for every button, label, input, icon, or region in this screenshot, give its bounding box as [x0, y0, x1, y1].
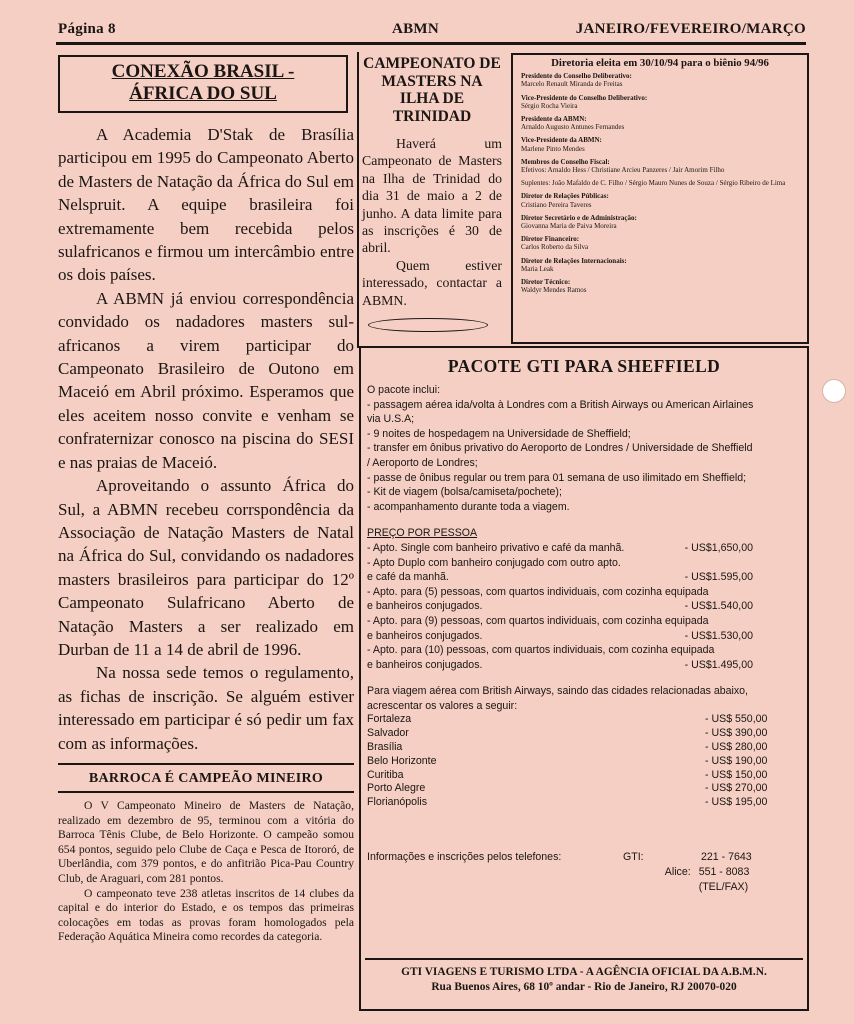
- article-title-line-1: CONEXÃO BRASIL -: [111, 61, 295, 82]
- gti-footer-rule: [365, 958, 803, 960]
- board-item: Diretor Técnico: Waldyr Mendes Ramos: [521, 278, 587, 295]
- article-title-box: [58, 55, 348, 113]
- gti-include-line: - Kit de viagem (bolsa/camiseta/pochete);: [367, 486, 562, 499]
- trinidad-title-line: CAMPEONATO DE: [363, 55, 501, 72]
- board-item: Suplentes: João Mafaldo de C. Filho / Sérgio Mauro Nunes de Souza / Sérgio Ribeiro de Lima: [521, 179, 786, 188]
- gti-body: [367, 383, 801, 895]
- article-paragraph: Na nossa sede temos o regulamento, as fichas de inscrição. Se alguém estiver interessado em participar é só pedir um fax com as informações.: [58, 663, 354, 753]
- article-paragraph: Aproveitando o assunto África do Sul, a ABMN recebeu corrspondência da Associação de Natação Masters de Natal na África do Sul, convidando os nadadores masters brasileiros para participar do 12º Campeonato Sulafricano Aberto de Natação Masters a ser realizado em Durban de 11 a 14 de abril de 1996.: [58, 476, 354, 659]
- trinidad-title-line: MASTERS NA: [381, 72, 483, 90]
- price-row: - Apto. Single com banheiro privativo e café da manhã.: [367, 541, 625, 554]
- board-item: Presidente da ABMN: Arnaldo Augusto Antunes Fernandes: [521, 115, 625, 132]
- price-title: PREÇO POR PESSOA: [367, 527, 478, 540]
- price-row: e banheiros conjugados. - US$1.540,00: [367, 600, 753, 613]
- article-body: [58, 123, 354, 755]
- board-item: Diretor de Relações Internacionais: Maria Leak: [521, 256, 627, 273]
- article-title-line-2: ÁFRICA DO SUL: [129, 83, 277, 104]
- article2-body: [58, 799, 354, 945]
- gti-include-line: - acompanhamento durante toda a viagem.: [367, 500, 570, 513]
- trinidad-title-line: ILHA DE: [399, 90, 465, 107]
- trinidad-body: [362, 135, 502, 309]
- table-row: Belo Horizonte - US$ 190,00: [367, 754, 768, 767]
- gti-include-line: - transfer em ônibus privativo do Aeroporto de Londres / Universidade de Sheffield: [367, 442, 753, 455]
- price-row: - Apto. para (10) pessoas, com quartos individuais, com cozinha equipada: [367, 644, 715, 657]
- contact-label: Informações e inscrições pelos telefones:: [367, 851, 562, 864]
- table-row: Florianópolis - US$ 195,00: [367, 796, 768, 809]
- trinidad-title-line: TRINIDAD: [392, 107, 472, 125]
- trinidad-column: [362, 55, 502, 309]
- article2-title: BARROCA É CAMPEÃO MINEIRO: [88, 770, 324, 786]
- board-title: Diretoria eleita em 30/10/94 para o biênio 94/96: [551, 57, 769, 69]
- board-box: [511, 53, 809, 344]
- air-note: acrescentar os valores a seguir:: [367, 699, 518, 712]
- gti-package-box: [359, 346, 809, 1011]
- contact-row: [367, 865, 801, 895]
- trinidad-title: [362, 55, 502, 125]
- contact-who: GTI:: [623, 851, 644, 864]
- page-number: Página 8: [58, 21, 116, 37]
- article2-paragraph: O V Campeonato Mineiro de Masters de Natação, realizado em dezembro de 95, terminou com a vitória do Barroca Tênis Clube, de Belo Horizonte. O campeão somou 654 pontos, seguido pelo Clube de Caça e Pesca de Itororó, de Uberlândia, com 379 pontos, e do anfitrião Pica-Pau Country Club, de Araguari, com 281 pontos.: [58, 798, 354, 885]
- column-divider: [357, 52, 359, 348]
- gti-include-line: - passagem aérea ida/volta à Londres com a British Airways ou American Airlaines: [367, 398, 754, 411]
- gti-include-line: - passe de ônibus regular ou trem para 01 semana de uso ilimitado em Sheffield;: [367, 471, 747, 484]
- trinidad-paragraph: Haverá um Campeonato de Masters na Ilha de Trinidad do dia 31 de maio a 2 de junho. A data limite para as inscrições é 30 de abril.: [362, 136, 502, 256]
- board-item: Presidente do Conselho Deliberativo: Marcelo Renault Miranda de Freitas: [521, 72, 632, 89]
- contact-number: 551 - 8083 (TEL/FAX): [698, 866, 750, 894]
- table-row: Curitiba - US$ 150,00: [367, 768, 768, 781]
- publication-name: ABMN: [392, 21, 440, 37]
- article2-title-rule: [58, 791, 354, 793]
- left-column: [58, 55, 354, 945]
- gti-include-line: via U.S.A;: [367, 413, 415, 426]
- contact-info: [367, 850, 801, 895]
- contact-number: 221 - 7643: [701, 851, 752, 864]
- article2-paragraph: O campeonato teve 238 atletas inscritos de 14 clubes da capital e do interior do Estado, e os tempos das primeiras colocações em todas as provas foram homologados pela Federação Aquática Mineira como recordes da categoria.: [58, 886, 354, 944]
- price-row: - Apto. para (9) pessoas, com quartos individuais, com cozinha equipada: [367, 614, 709, 627]
- gti-footer-address: Rua Buenos Aires, 68 10º andar - Rio de Janeiro, RJ 20070-020: [431, 981, 737, 993]
- board-item: Vice-Presidente da ABMN: Marlene Pinto Mendes: [521, 136, 602, 153]
- board-item: Membros do Conselho Fiscal: Efetivos: Arnaldo Hess / Christiane Arcieu Panzeres / Jair Amorim Filho: [521, 157, 725, 175]
- board-item: Diretor Secretário e de Administração: Giovanna Maria de Paiva Moreira: [521, 213, 637, 231]
- price-row: e café da manhã. - US$1.595,00: [367, 571, 753, 584]
- board-item: Diretor Financeiro: Carlos Roberto da Silva: [521, 235, 589, 252]
- page-header: [58, 21, 806, 43]
- table-row: Salvador - US$ 390,00: [367, 727, 768, 740]
- gti-footer: [361, 965, 807, 995]
- price-row: e banheiros conjugados. - US$1.495,00: [367, 658, 753, 671]
- gti-include-line: / Aeroporto de Londres;: [367, 456, 478, 469]
- gti-intro: O pacote inclui:: [367, 384, 441, 396]
- price-row: - US$1,650,00: [684, 541, 753, 554]
- board-item: Vice-Presidente do Conselho Deliberativo: Sérgio Rocha Vieira: [521, 93, 648, 110]
- trinidad-paragraph: Quem estiver interessado, contactar a ABMN.: [362, 257, 502, 308]
- gti-title: PACOTE GTI PARA SHEFFIELD: [447, 356, 721, 376]
- price-row: - Apto Duplo com banheiro conjugado com outro apto.: [367, 556, 621, 569]
- gti-footer-agency: GTI VIAGENS E TURISMO LTDA - A AGÊNCIA OFICIAL DA A.B.M.N.: [401, 966, 767, 978]
- contact-row: [367, 850, 801, 865]
- article-paragraph: A ABMN já enviou correspondência convidado os nadadores masters sul-africanos a virem participar do Campeonato Brasileiro de Outono em Maceió em Abril próximo. Esperamos que eles aceitem nosso convite e venham se confraternizar conosco na piscina do SESI e nas praias de Maceió.: [58, 288, 354, 472]
- header-rule: [56, 42, 806, 45]
- section-divider: [58, 763, 354, 765]
- decorative-oval: [368, 318, 488, 332]
- price-row: - Apto. para (5) pessoas, com quartos individuais, com cozinha equipada: [367, 585, 709, 598]
- board-item: Diretor de Relações Públicas: Cristiano Pereira Taveres: [521, 192, 609, 209]
- city-price-table: [367, 713, 801, 810]
- air-note: Para viagem aérea com British Airways, saindo das cidades relacionadas abaixo,: [367, 685, 748, 698]
- table-row: Brasília - US$ 280,00: [367, 741, 768, 754]
- contact-who: Alice:: [664, 866, 691, 879]
- gti-include-line: - 9 noites de hospedagem na Universidade de Sheffield;: [367, 427, 631, 440]
- article-paragraph: A Academia D'Stak de Brasília participou em 1995 do Campeonato Aberto de Masters de Natação da África do Sul em Nelspruit. A equipe brasileira foi extremamente bem recebida pelos sulafricanos e firmou um intercâmbio entre os dois países.: [58, 125, 354, 285]
- table-row: Porto Alegre - US$ 270,00: [367, 782, 768, 795]
- table-row: Fortaleza - US$ 550,00: [367, 713, 768, 726]
- price-row: e banheiros conjugados. - US$1.530,00: [367, 629, 753, 642]
- issue-date: JANEIRO/FEVEREIRO/MARÇO: [575, 21, 806, 37]
- punch-hole: [822, 379, 846, 403]
